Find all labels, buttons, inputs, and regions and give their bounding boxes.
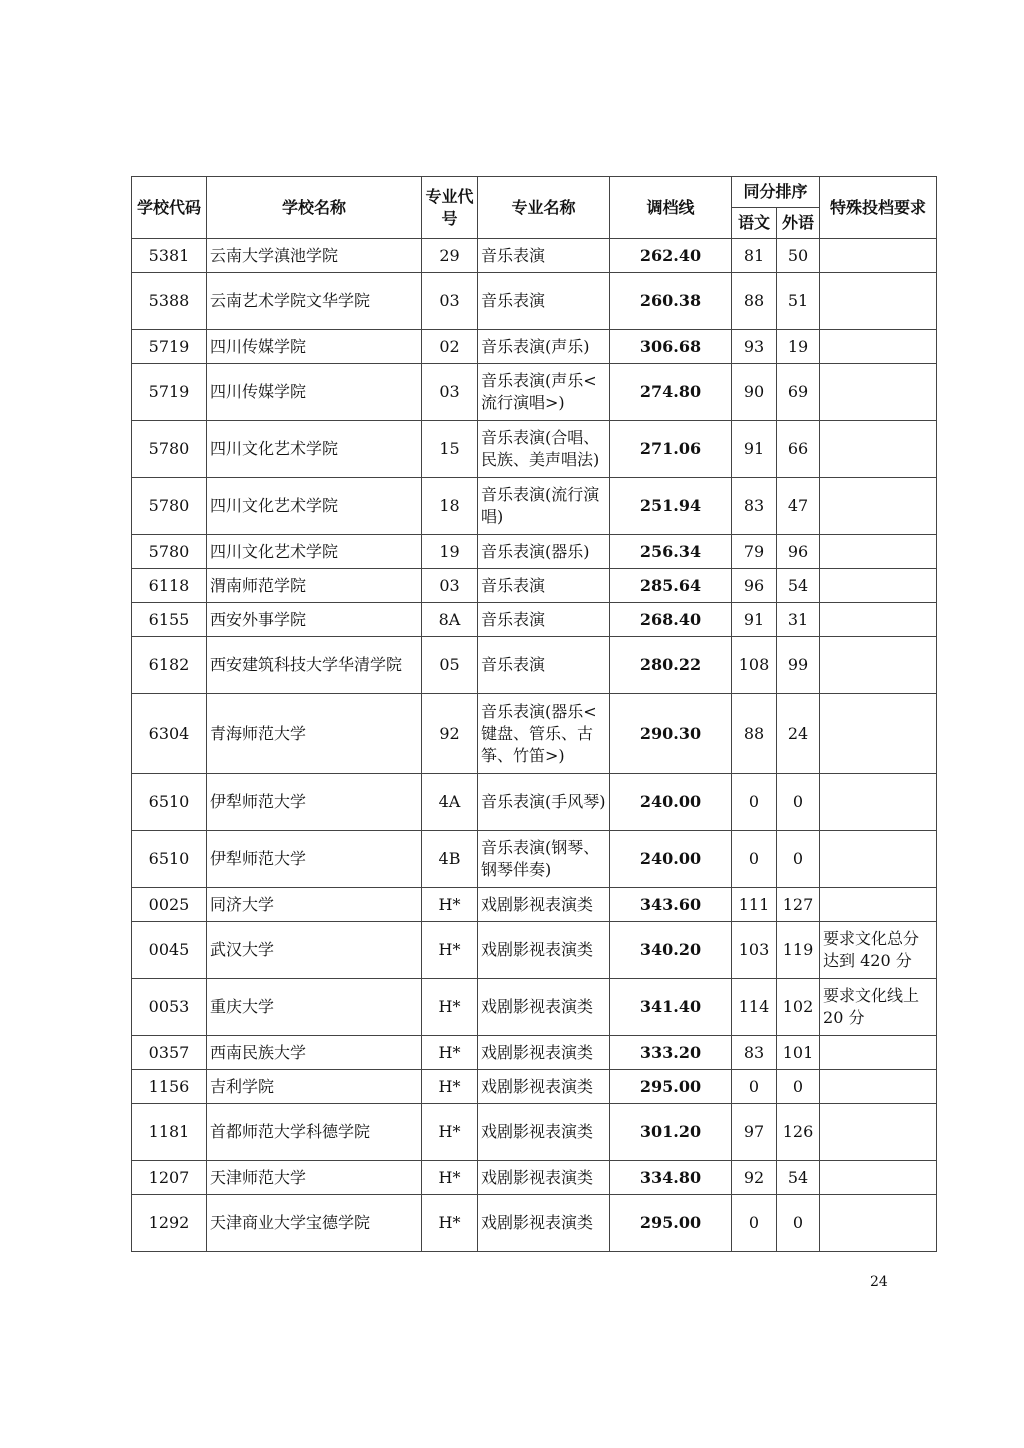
table-row xyxy=(132,831,937,888)
major-code-cell: 29 xyxy=(422,239,478,273)
school-code-cell: 1292 xyxy=(132,1195,207,1252)
school-code-cell: 1207 xyxy=(132,1161,207,1195)
table-row xyxy=(132,535,937,569)
score-line-cell: 343.60 xyxy=(610,888,732,922)
score-line-cell: 295.00 xyxy=(610,1195,732,1252)
major-name-cell: 音乐表演(器乐) xyxy=(478,535,610,569)
foreign-rank-cell: 101 xyxy=(777,1036,820,1070)
school-name-cell: 四川传媒学院 xyxy=(207,330,422,364)
foreign-rank-cell: 119 xyxy=(777,922,820,979)
school-name-cell: 四川文化艺术学院 xyxy=(207,421,422,478)
score-line-cell: 240.00 xyxy=(610,774,732,831)
school-code-cell: 0045 xyxy=(132,922,207,979)
foreign-rank-cell: 69 xyxy=(777,364,820,421)
school-name-cell: 首都师范大学科德学院 xyxy=(207,1104,422,1161)
major-name-cell: 音乐表演 xyxy=(478,273,610,330)
score-line-cell: 290.30 xyxy=(610,694,732,774)
foreign-rank-cell: 127 xyxy=(777,888,820,922)
foreign-rank-cell: 0 xyxy=(777,774,820,831)
school-code-cell: 5381 xyxy=(132,239,207,273)
foreign-rank-cell: 99 xyxy=(777,637,820,694)
major-code-cell: 4A xyxy=(422,774,478,831)
special-requirement-cell: 要求文化总分达到 420 分 xyxy=(820,922,937,979)
table-row xyxy=(132,421,937,478)
table-row xyxy=(132,694,937,774)
major-code-cell: 03 xyxy=(422,569,478,603)
header-foreign: 外语 xyxy=(777,208,820,239)
header-major-code: 专业代号 xyxy=(422,177,478,239)
chinese-rank-cell: 90 xyxy=(732,364,777,421)
score-line-cell: 340.20 xyxy=(610,922,732,979)
major-code-cell: 15 xyxy=(422,421,478,478)
school-name-cell: 西安建筑科技大学华清学院 xyxy=(207,637,422,694)
special-requirement-cell xyxy=(820,1070,937,1104)
table-row xyxy=(132,1104,937,1161)
table-row xyxy=(132,1036,937,1070)
table-row xyxy=(132,364,937,421)
foreign-rank-cell: 126 xyxy=(777,1104,820,1161)
foreign-rank-cell: 50 xyxy=(777,239,820,273)
major-name-cell: 戏剧影视表演类 xyxy=(478,979,610,1036)
foreign-rank-cell: 24 xyxy=(777,694,820,774)
header-school-code: 学校代码 xyxy=(132,177,207,239)
major-code-cell: 4B xyxy=(422,831,478,888)
foreign-rank-cell: 0 xyxy=(777,1195,820,1252)
major-name-cell: 戏剧影视表演类 xyxy=(478,1195,610,1252)
chinese-rank-cell: 91 xyxy=(732,603,777,637)
major-name-cell: 音乐表演(声乐<流行演唱>) xyxy=(478,364,610,421)
school-name-cell: 天津商业大学宝德学院 xyxy=(207,1195,422,1252)
foreign-rank-cell: 0 xyxy=(777,831,820,888)
table-row xyxy=(132,478,937,535)
school-name-cell: 四川文化艺术学院 xyxy=(207,478,422,535)
major-code-cell: H* xyxy=(422,1036,478,1070)
school-code-cell: 1156 xyxy=(132,1070,207,1104)
chinese-rank-cell: 81 xyxy=(732,239,777,273)
major-name-cell: 戏剧影视表演类 xyxy=(478,922,610,979)
special-requirement-cell xyxy=(820,1161,937,1195)
page-number: 24 xyxy=(870,1274,888,1290)
chinese-rank-cell: 0 xyxy=(732,1195,777,1252)
major-code-cell: H* xyxy=(422,922,478,979)
score-line-cell: 333.20 xyxy=(610,1036,732,1070)
table-row xyxy=(132,922,937,979)
score-line-cell: 301.20 xyxy=(610,1104,732,1161)
school-name-cell: 伊犁师范大学 xyxy=(207,774,422,831)
special-requirement-cell xyxy=(820,1104,937,1161)
school-code-cell: 6510 xyxy=(132,831,207,888)
school-name-cell: 云南大学滇池学院 xyxy=(207,239,422,273)
score-line-cell: 271.06 xyxy=(610,421,732,478)
major-code-cell: H* xyxy=(422,1104,478,1161)
special-requirement-cell xyxy=(820,637,937,694)
major-name-cell: 戏剧影视表演类 xyxy=(478,1104,610,1161)
score-line-cell: 280.22 xyxy=(610,637,732,694)
school-name-cell: 四川文化艺术学院 xyxy=(207,535,422,569)
foreign-rank-cell: 47 xyxy=(777,478,820,535)
major-name-cell: 音乐表演 xyxy=(478,239,610,273)
special-requirement-cell xyxy=(820,535,937,569)
school-code-cell: 6182 xyxy=(132,637,207,694)
special-requirement-cell xyxy=(820,603,937,637)
school-code-cell: 6510 xyxy=(132,774,207,831)
foreign-rank-cell: 54 xyxy=(777,1161,820,1195)
major-code-cell: 92 xyxy=(422,694,478,774)
header-score-line: 调档线 xyxy=(610,177,732,239)
chinese-rank-cell: 108 xyxy=(732,637,777,694)
chinese-rank-cell: 0 xyxy=(732,774,777,831)
major-code-cell: H* xyxy=(422,888,478,922)
chinese-rank-cell: 88 xyxy=(732,694,777,774)
table-row xyxy=(132,603,937,637)
special-requirement-cell xyxy=(820,239,937,273)
major-code-cell: H* xyxy=(422,1195,478,1252)
chinese-rank-cell: 83 xyxy=(732,1036,777,1070)
header-special: 特殊投档要求 xyxy=(820,177,937,239)
major-name-cell: 音乐表演(声乐) xyxy=(478,330,610,364)
chinese-rank-cell: 114 xyxy=(732,979,777,1036)
table-body xyxy=(132,239,937,1252)
major-code-cell: H* xyxy=(422,1070,478,1104)
table-row xyxy=(132,273,937,330)
special-requirement-cell xyxy=(820,364,937,421)
header-tie-rank: 同分排序 xyxy=(732,177,820,208)
foreign-rank-cell: 31 xyxy=(777,603,820,637)
school-code-cell: 5719 xyxy=(132,330,207,364)
score-line-cell: 306.68 xyxy=(610,330,732,364)
foreign-rank-cell: 96 xyxy=(777,535,820,569)
school-name-cell: 重庆大学 xyxy=(207,979,422,1036)
special-requirement-cell xyxy=(820,774,937,831)
school-name-cell: 吉利学院 xyxy=(207,1070,422,1104)
school-name-cell: 武汉大学 xyxy=(207,922,422,979)
school-name-cell: 云南艺术学院文华学院 xyxy=(207,273,422,330)
chinese-rank-cell: 96 xyxy=(732,569,777,603)
school-code-cell: 6155 xyxy=(132,603,207,637)
school-name-cell: 渭南师范学院 xyxy=(207,569,422,603)
table-row xyxy=(132,774,937,831)
special-requirement-cell xyxy=(820,1195,937,1252)
chinese-rank-cell: 93 xyxy=(732,330,777,364)
school-code-cell: 5780 xyxy=(132,535,207,569)
school-name-cell: 西安外事学院 xyxy=(207,603,422,637)
school-code-cell: 0025 xyxy=(132,888,207,922)
chinese-rank-cell: 92 xyxy=(732,1161,777,1195)
foreign-rank-cell: 0 xyxy=(777,1070,820,1104)
major-name-cell: 音乐表演 xyxy=(478,569,610,603)
table-row xyxy=(132,1195,937,1252)
table-row xyxy=(132,330,937,364)
score-line-cell: 341.40 xyxy=(610,979,732,1036)
school-code-cell: 1181 xyxy=(132,1104,207,1161)
foreign-rank-cell: 19 xyxy=(777,330,820,364)
table-row xyxy=(132,239,937,273)
major-name-cell: 音乐表演(手风琴) xyxy=(478,774,610,831)
major-code-cell: 03 xyxy=(422,364,478,421)
major-name-cell: 戏剧影视表演类 xyxy=(478,1161,610,1195)
chinese-rank-cell: 111 xyxy=(732,888,777,922)
major-name-cell: 音乐表演(钢琴、钢琴伴奏) xyxy=(478,831,610,888)
major-code-cell: 02 xyxy=(422,330,478,364)
school-code-cell: 6118 xyxy=(132,569,207,603)
special-requirement-cell xyxy=(820,694,937,774)
major-name-cell: 戏剧影视表演类 xyxy=(478,888,610,922)
school-name-cell: 同济大学 xyxy=(207,888,422,922)
school-name-cell: 西南民族大学 xyxy=(207,1036,422,1070)
table-row xyxy=(132,979,937,1036)
major-code-cell: H* xyxy=(422,1161,478,1195)
score-line-cell: 274.80 xyxy=(610,364,732,421)
special-requirement-cell xyxy=(820,1036,937,1070)
score-line-cell: 285.64 xyxy=(610,569,732,603)
special-requirement-cell xyxy=(820,478,937,535)
table-row xyxy=(132,569,937,603)
school-name-cell: 青海师范大学 xyxy=(207,694,422,774)
school-code-cell: 6304 xyxy=(132,694,207,774)
school-name-cell: 四川传媒学院 xyxy=(207,364,422,421)
score-line-cell: 240.00 xyxy=(610,831,732,888)
major-code-cell: 05 xyxy=(422,637,478,694)
score-line-cell: 260.38 xyxy=(610,273,732,330)
major-name-cell: 音乐表演 xyxy=(478,637,610,694)
major-code-cell: 8A xyxy=(422,603,478,637)
school-code-cell: 5719 xyxy=(132,364,207,421)
major-code-cell: H* xyxy=(422,979,478,1036)
major-code-cell: 03 xyxy=(422,273,478,330)
foreign-rank-cell: 66 xyxy=(777,421,820,478)
special-requirement-cell xyxy=(820,421,937,478)
chinese-rank-cell: 0 xyxy=(732,1070,777,1104)
score-line-cell: 295.00 xyxy=(610,1070,732,1104)
header-school-name: 学校名称 xyxy=(207,177,422,239)
major-code-cell: 18 xyxy=(422,478,478,535)
school-code-cell: 5780 xyxy=(132,421,207,478)
header-major-name: 专业名称 xyxy=(478,177,610,239)
chinese-rank-cell: 103 xyxy=(732,922,777,979)
chinese-rank-cell: 88 xyxy=(732,273,777,330)
score-line-cell: 268.40 xyxy=(610,603,732,637)
special-requirement-cell xyxy=(820,831,937,888)
major-name-cell: 音乐表演(合唱、民族、美声唱法) xyxy=(478,421,610,478)
major-name-cell: 音乐表演(流行演唱) xyxy=(478,478,610,535)
score-line-cell: 256.34 xyxy=(610,535,732,569)
foreign-rank-cell: 54 xyxy=(777,569,820,603)
table-row xyxy=(132,888,937,922)
table-row xyxy=(132,637,937,694)
score-line-cell: 262.40 xyxy=(610,239,732,273)
chinese-rank-cell: 83 xyxy=(732,478,777,535)
major-name-cell: 戏剧影视表演类 xyxy=(478,1070,610,1104)
special-requirement-cell xyxy=(820,273,937,330)
chinese-rank-cell: 79 xyxy=(732,535,777,569)
school-code-cell: 0357 xyxy=(132,1036,207,1070)
school-name-cell: 伊犁师范大学 xyxy=(207,831,422,888)
school-code-cell: 0053 xyxy=(132,979,207,1036)
special-requirement-cell: 要求文化线上 20 分 xyxy=(820,979,937,1036)
special-requirement-cell xyxy=(820,569,937,603)
school-code-cell: 5780 xyxy=(132,478,207,535)
major-name-cell: 音乐表演 xyxy=(478,603,610,637)
chinese-rank-cell: 0 xyxy=(732,831,777,888)
admission-table xyxy=(131,176,937,1252)
special-requirement-cell xyxy=(820,888,937,922)
table-row xyxy=(132,1161,937,1195)
foreign-rank-cell: 102 xyxy=(777,979,820,1036)
foreign-rank-cell: 51 xyxy=(777,273,820,330)
major-name-cell: 戏剧影视表演类 xyxy=(478,1036,610,1070)
major-code-cell: 19 xyxy=(422,535,478,569)
score-line-cell: 251.94 xyxy=(610,478,732,535)
chinese-rank-cell: 97 xyxy=(732,1104,777,1161)
score-line-cell: 334.80 xyxy=(610,1161,732,1195)
school-name-cell: 天津师范大学 xyxy=(207,1161,422,1195)
chinese-rank-cell: 91 xyxy=(732,421,777,478)
major-name-cell: 音乐表演(器乐<键盘、管乐、古筝、竹笛>) xyxy=(478,694,610,774)
header-chinese: 语文 xyxy=(732,208,777,239)
school-code-cell: 5388 xyxy=(132,273,207,330)
special-requirement-cell xyxy=(820,330,937,364)
table-row xyxy=(132,1070,937,1104)
